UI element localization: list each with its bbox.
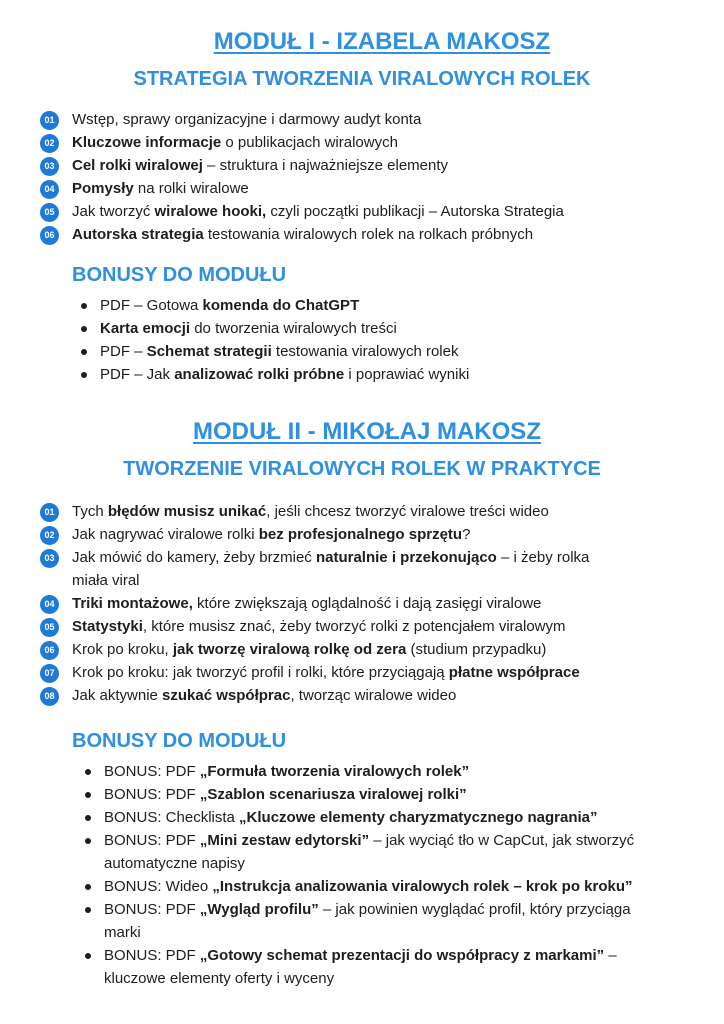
bonus-item — [82, 806, 662, 829]
bullet-icon — [85, 769, 91, 775]
number-badge-icon: 01 — [40, 503, 59, 522]
text: BONUS: PDF — [104, 786, 200, 803]
text: BONUS: PDF — [104, 763, 200, 780]
bonus-item — [78, 340, 678, 363]
text: testowania wiralowych rolek na rolkach próbnych — [203, 226, 534, 243]
text: testowania viralowych rolek — [271, 343, 459, 360]
bold-text: Kluczowe informacje — [72, 134, 222, 151]
text: ? — [462, 526, 471, 543]
module2-bonus-list — [82, 760, 662, 990]
bold-text: Schemat strategii — [146, 343, 272, 360]
bold-text: jak tworzę viralową rolkę od zera — [172, 641, 407, 658]
bold-text: Triki montażowe, — [72, 595, 193, 612]
bold-text: Cel rolki wiralowej — [72, 157, 203, 174]
bold-text: analizować rolki próbne — [174, 366, 345, 383]
text: na rolki wiralowe — [133, 180, 249, 197]
text: i poprawiać wyniki — [344, 366, 470, 383]
bullet-icon — [85, 907, 91, 913]
module1-bonus-list — [78, 294, 678, 386]
list-item — [40, 200, 680, 223]
number-badge-icon: 02 — [40, 526, 59, 545]
text: które zwiększają oglądalność i dają zasięgi viralowe — [192, 595, 542, 612]
list-item — [40, 131, 680, 154]
number-badge-icon: 05 — [40, 203, 59, 222]
bullet-icon — [85, 953, 91, 959]
bullet-icon — [81, 303, 87, 309]
number-badge-icon: 04 — [40, 180, 59, 199]
text: BONUS: PDF — [104, 947, 200, 964]
list-item — [40, 154, 680, 177]
list-item — [40, 546, 620, 592]
text: Krok po kroku: jak tworzyć profil i rolki, które przyciągają — [72, 664, 449, 681]
bullet-icon — [85, 838, 91, 844]
text: BONUS: Wideo — [104, 878, 213, 895]
text: (studium przypadku) — [406, 641, 547, 658]
text: BONUS: PDF — [104, 832, 200, 849]
list-item — [40, 592, 620, 615]
list-item — [40, 615, 620, 638]
text: Jak tworzyć — [72, 203, 155, 220]
bold-text: Pomysły — [72, 180, 134, 197]
text: Jak aktywnie — [72, 687, 163, 704]
bullet-icon — [85, 815, 91, 821]
list-item — [40, 523, 620, 546]
text: BONUS: Checklista — [104, 809, 240, 826]
module2-bonus-title: BONUSY DO MODUŁU — [72, 730, 287, 752]
text: – jak wyciąć tło w CapCut, jak stworzyć automatyczne napisy — [104, 832, 635, 872]
bold-text: płatne współprace — [448, 664, 580, 681]
bonus-item — [82, 898, 662, 944]
text: PDF – Gotowa — [100, 297, 203, 314]
bold-text: „Mini zestaw edytorski” — [199, 832, 370, 849]
text: – kluczowe elementy oferty i wyceny — [104, 947, 617, 987]
bullet-icon — [81, 349, 87, 355]
text: Tych — [72, 503, 108, 520]
text: – jak powinien wyglądać profil, który przyciąga marki — [104, 901, 631, 941]
bonus-item — [82, 760, 662, 783]
text: – i żeby rolka miała viral — [72, 549, 590, 589]
bold-text: „Kluczowe elementy charyzmatycznego nagrania” — [239, 809, 598, 826]
text: Jak mówić do kamery, żeby brzmieć — [72, 549, 316, 566]
number-badge-icon: 02 — [40, 134, 59, 153]
module1-list — [40, 108, 680, 246]
text: Wstęp, sprawy organizacyjne i darmowy audyt konta — [72, 111, 422, 128]
bold-text: szukać współprac — [162, 687, 291, 704]
list-item — [40, 684, 620, 707]
list-item — [40, 500, 620, 523]
text: BONUS: PDF — [104, 901, 200, 918]
bold-text: Autorska strategia — [72, 226, 204, 243]
text: o publikacjach wiralowych — [221, 134, 398, 151]
bold-text: Statystyki — [72, 618, 143, 635]
bullet-icon — [85, 884, 91, 890]
bonus-item — [82, 944, 662, 990]
text: czyli początki publikacji – Autorska Strategia — [266, 203, 564, 220]
number-badge-icon: 08 — [40, 687, 59, 706]
text: , jeśli chcesz tworzyć viralowe treści wideo — [266, 503, 549, 520]
bonus-item — [78, 317, 678, 340]
bold-text: naturalnie i przekonująco — [315, 549, 497, 566]
bold-text: wiralowe hooki, — [154, 203, 267, 220]
bold-text: „Wygląd profilu” — [199, 901, 319, 918]
text: Jak nagrywać viralowe rolki — [72, 526, 259, 543]
bonus-item — [82, 783, 662, 806]
text: Krok po kroku, — [72, 641, 173, 658]
bold-text: błędów musisz unikać — [107, 503, 267, 520]
module2-title: MODUŁ II - MIKOŁAJ MAKOSZ — [193, 418, 541, 445]
number-badge-icon: 03 — [40, 549, 59, 568]
bold-text: bez profesjonalnego sprzętu — [258, 526, 463, 543]
bold-text: komenda do ChatGPT — [202, 297, 360, 314]
text: PDF – — [100, 343, 147, 360]
bold-text: „Instrukcja analizowania viralowych rolek – krok po kroku” — [212, 878, 633, 895]
list-item — [40, 177, 680, 200]
text: , które musisz znać, żeby tworzyć rolki z potencjałem viralowym — [142, 618, 566, 635]
text: – struktura i najważniejsze elementy — [202, 157, 449, 174]
text: , tworząc wiralowe wideo — [290, 687, 457, 704]
list-item — [40, 661, 620, 684]
module1-subtitle: STRATEGIA TWORZENIA VIRALOWYCH ROLEK — [133, 68, 591, 90]
number-badge-icon: 07 — [40, 664, 59, 683]
number-badge-icon: 04 — [40, 595, 59, 614]
number-badge-icon: 06 — [40, 226, 59, 245]
bonus-item — [78, 363, 678, 386]
list-item — [40, 108, 680, 131]
module2-subtitle: TWORZENIE VIRALOWYCH ROLEK W PRAKTYCE — [123, 458, 601, 480]
text: do tworzenia wiralowych treści — [190, 320, 397, 337]
module1-title: MODUŁ I - IZABELA MAKOSZ — [213, 28, 551, 55]
bullet-icon — [81, 326, 87, 332]
bold-text: „Gotowy schemat prezentacji do współpracy z markami” — [199, 947, 605, 964]
module1-bonus-title: BONUSY DO MODUŁU — [72, 264, 287, 286]
bold-text: „Szablon scenariusza viralowej rolki” — [199, 786, 467, 803]
bonus-item — [78, 294, 678, 317]
bullet-icon — [85, 792, 91, 798]
number-badge-icon: 03 — [40, 157, 59, 176]
bonus-item — [82, 829, 662, 875]
bonus-item — [82, 875, 662, 898]
number-badge-icon: 05 — [40, 618, 59, 637]
bullet-icon — [81, 372, 87, 378]
module2-list — [40, 500, 620, 707]
bold-text: Karta emocji — [100, 320, 191, 337]
list-item — [40, 223, 680, 246]
bold-text: „Formuła tworzenia viralowych rolek” — [199, 763, 470, 780]
list-item — [40, 638, 620, 661]
number-badge-icon: 06 — [40, 641, 59, 660]
number-badge-icon: 01 — [40, 111, 59, 130]
text: PDF – Jak — [100, 366, 175, 383]
